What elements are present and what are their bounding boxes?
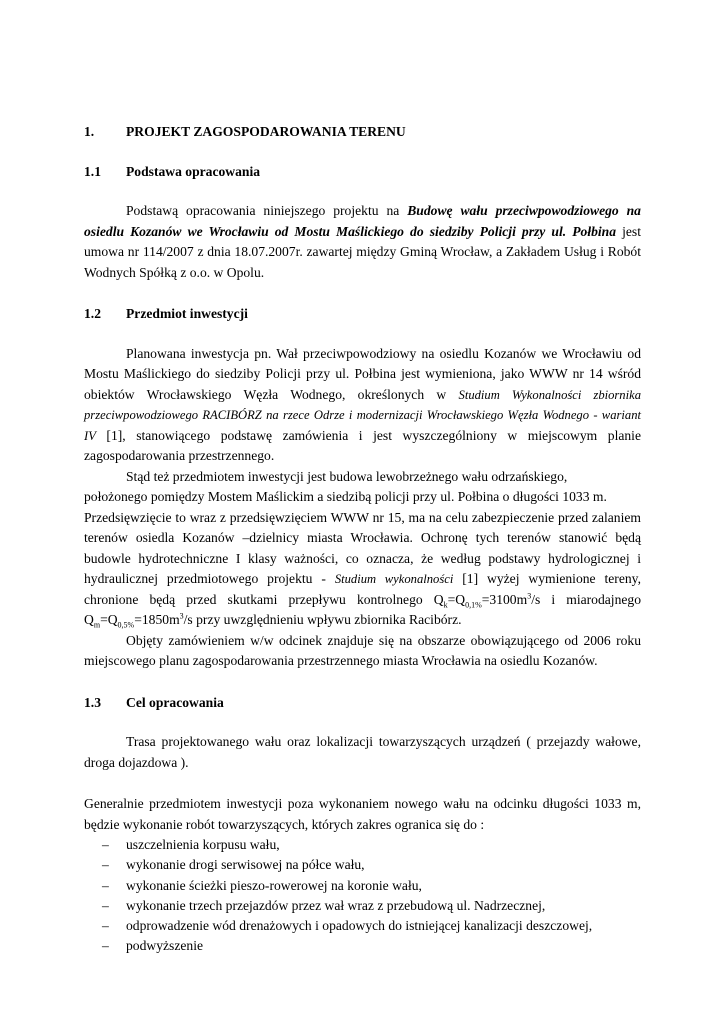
list-item [84,916,641,936]
dash-bullet: – [102,857,109,873]
text: [1], stanowiącego podstawę zamówienia i jest wyszczególniony w miejscowym planie zagospodarowania przestrzennego. [84,427,641,463]
section-number: 1.1 [84,163,101,179]
dash-bullet: – [102,837,109,852]
section-title: Cel opracowania [126,694,224,710]
list-item [84,835,641,855]
works-list [84,835,641,957]
list-item [84,876,641,896]
subscript: 0,5% [117,620,135,630]
dash-bullet: – [102,918,109,934]
text: Planowana inwestycja pn. Wał przeciwpowodziowy na osiedlu Kozanów we Wrocławiu od Mostu Maślickiego do siedziby Policji przy ul. Połbina jest wymieniona, jako WWW nr 14 wśród obiektów Wrocławskiego Węzła Wodnego, określonych w [84,345,641,402]
text: Podstawą opracowania niniejszego projektu na [126,203,408,218]
text: /s przy uwzględnieniu wpływu zbiornika Racibórz. [183,612,462,627]
list-item-text: wykonanie drogi serwisowej na półce wału, [126,857,365,873]
section-title: PROJEKT ZAGOSPODAROWANIA TERENU [126,124,406,139]
subscript: k [443,600,448,610]
list-item [84,855,641,875]
flow-value: =1850m [134,612,180,627]
text: Stąd też przedmiotem inwestycji jest budowa lewobrzeżnego wału odrzańskiego, [126,468,568,484]
superscript: 3 [179,611,184,621]
list-item-text: wykonanie ścieżki pieszo-rowerowej na koronie wału, [126,877,422,893]
basis-paragraph [84,201,641,283]
investment-paragraph-3 [84,508,641,631]
dash-bullet: – [102,938,109,954]
text: położonego pomiędzy Mostem Maślickim a siedzibą policji przy ul. Połbina o długości 1033 m. [84,489,607,504]
text: /s i miarodajnego Q [84,591,641,627]
superscript: 3 [527,590,532,600]
list-item [84,936,641,956]
investment-paragraph-4: Objęty zamówieniem w/w odcinek znajduje się na obszarze obowiązującego od 2006 roku miejscowego planu zagospodarowania przestrzennego miasta Wrocławia na osiedlu Kozanów. [84,632,641,668]
list-item-text: wykonanie trzech przejazdów przez wał wraz z przebudową ul. Nadrzecznej, [126,897,546,913]
text: jest umowa nr 114/2007 z dnia 18.07.2007r. zawartej między Gminą Wrocław, a Zakładem Usług i Robót Wodnych Spółką z o.o. w Opolu. [84,223,642,280]
project-title: Budowę wału przeciwpowodziowego na osiedlu Kozanów we Wrocławiu od Mostu Maślickiego do siedziby Policji przy ul. Połbina [84,203,641,239]
flow-value: =3100m [481,591,528,607]
study-title: Studium Wykonalności zbiornika przeciwpowodziowego RACIBÓRZ na rzece Odrze i modernizacji Wrocławskiego Węzła Wodnego - wariant IV [84,387,641,443]
section-1-heading [84,122,641,143]
subscript: 0,1% [465,600,482,610]
section-number: 1. [84,124,95,139]
investment-paragraph-2 [84,467,641,508]
purpose-paragraph-1: Trasa projektowanego wału oraz lokalizacji towarzyszących urządzeń ( przejazdy wałowe, droga dojazdowa ). [84,734,641,770]
text: =Q [447,591,466,607]
section-1-2-heading [84,304,641,325]
list-item [84,896,641,916]
document-page [84,122,641,957]
list-item-text: podwyższenie [126,938,204,954]
study-reference: Studium wykonalności [334,572,454,586]
investment-paragraph-1 [84,344,641,467]
section-1-3-heading [84,693,641,714]
section-1-1-heading [84,162,641,183]
section-title: Podstawa opracowania [126,163,261,179]
subscript: m [93,620,101,630]
purpose-paragraph-2: Generalnie przedmiotem inwestycji poza wykonaniem nowego wału na odcinku długości 1033 m, będzie wykonanie robót towarzyszących, których zakres ogranica się do : [84,796,641,832]
list-item-text: odprowadzenie wód drenażowych i opadowych do istniejącej kanalizacji deszczowej, [126,918,593,934]
section-number: 1.3 [84,694,101,710]
dash-bullet: – [102,897,109,913]
text: [1] wyżej wymienione tereny, chronione będą przed skutkami przepływu kontrolnego Q [84,571,641,607]
section-number: 1.2 [84,306,101,321]
list-item-text: uszczelnienia korpusu wału, [126,837,280,852]
dash-bullet: – [102,877,109,893]
section-title: Przedmiot inwestycji [126,306,248,321]
text: Przedsięwzięcie to wraz z przedsięwzięciem WWW nr 15, ma na celu zabezpieczenie przed zalaniem terenów osiedla Kozanów –dzielnicy miasta Wrocławia. Ochronę tych terenów stanowić będą budowle hydrotechniczne I klasy ważności, co oznacza, że według podstawy hydrologicznej i hydraulicznej przedmiotowego projektu - [84,509,641,586]
text: =Q [100,612,118,627]
